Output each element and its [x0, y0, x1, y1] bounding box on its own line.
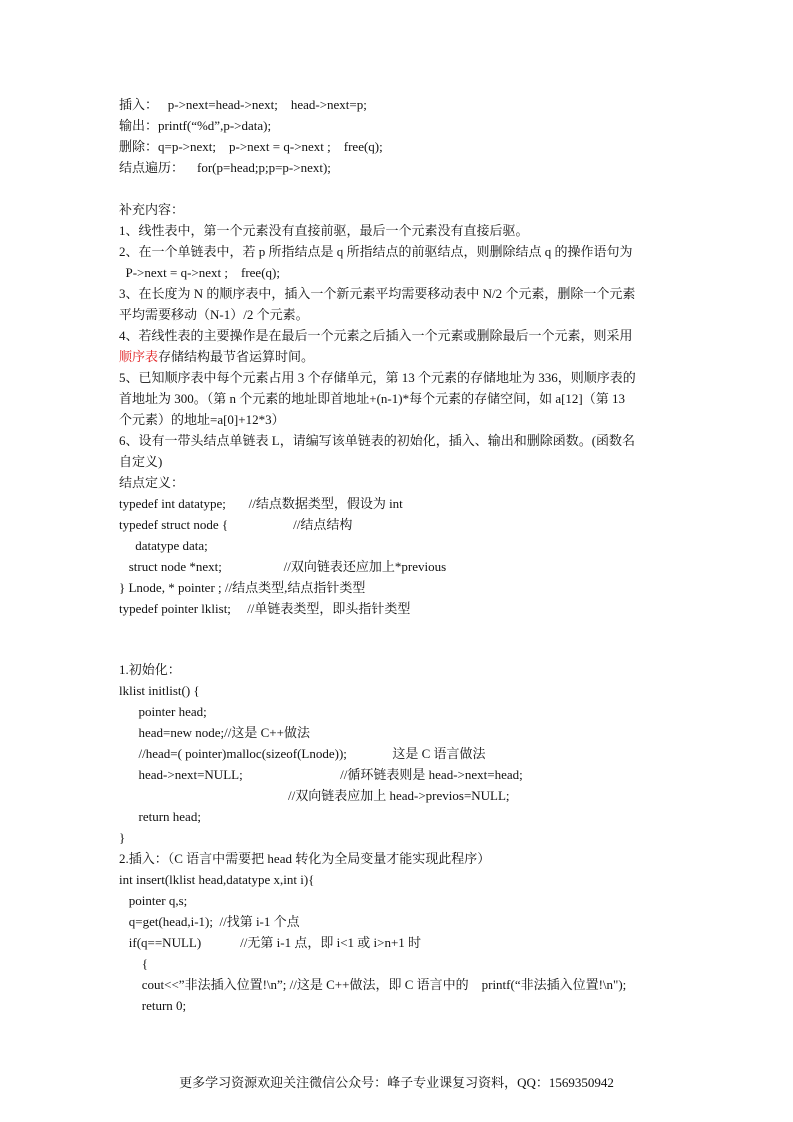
init-heading: 1.初始化： [119, 662, 181, 677]
definition-line-2: typedef struct node { //结点结构 [119, 517, 353, 532]
supplement-item-2-line-1: 2、在一个单链表中，若 p 所指结点是 q 所指结点的前驱结点，则删除结点 q 的操作语句为 [119, 244, 633, 259]
page-footer: 更多学习资源欢迎关注微信公众号：峰子专业课复习资料，QQ：1569350942 [179, 1075, 614, 1090]
insert-fn-line-1: int insert(lklist head,datatype x,int i){ [119, 872, 315, 887]
definition-line-1: typedef int datatype; //结点数据类型，假设为 int [119, 496, 403, 511]
supplement-item-3-line-2: 平均需要移动（N-1）/2 个元素。 [119, 307, 309, 322]
insert-fn-line-6: cout<<”非法插入位置!\n”; //这是 C++做法，即 C 语言中的 printf(“非法插入位置!\n"); [119, 977, 627, 992]
insert-fn-heading: 2.插入：（C 语言中需要把 head 转化为全局变量才能实现此程序） [119, 851, 491, 866]
highlighted-term: 顺序表 [119, 349, 159, 364]
definition-line-3: datatype data; [119, 538, 208, 553]
supplement-item-5-line-1: 5、已知顺序表中每个元素占用 3 个存储单元，第 13 个元素的存储地址为 336，则顺序表的 [119, 370, 636, 385]
insert-fn-line-4: if(q==NULL) //无第 i-1 点，即 i<1 或 i>n+1 时 [119, 935, 422, 950]
insert-fn-line-5: { [119, 956, 148, 971]
definition-heading: 结点定义： [119, 475, 185, 490]
definition-line-4: struct node *next; //双向链表还应加上*previous [119, 559, 447, 574]
insert-fn-line-7: return 0; [119, 998, 187, 1013]
definition-line-5: } Lnode, * pointer ; //结点类型,结点指针类型 [119, 580, 366, 595]
insert-fn-line-2: pointer q,s; [119, 893, 188, 908]
supplement-item-6-line-2: 自定义) [119, 454, 163, 469]
insert-fn-line-3: q=get(head,i-1); //找第 i-1 个点 [119, 914, 300, 929]
init-line-4: //head=( pointer)malloc(sizeof(Lnode)); 这是 C 语言做法 [119, 746, 486, 761]
supplement-item-5-line-3: 个元素）的地址=a[0]+12*3） [119, 412, 285, 427]
init-line-2: pointer head; [119, 704, 207, 719]
supplement-item-2-line-2: P->next = q->next ; free(q); [119, 265, 280, 280]
supplement-item-5-line-2: 首地址为 300。（第 n 个元素的地址即首地址+(n-1)*每个元素的存储空间，如 a[12]（第 13 [119, 391, 625, 406]
supplement-item-4-line-2 [119, 347, 314, 367]
definition-line-6: typedef pointer lklist; //单链表类型，即头指针类型 [119, 601, 411, 616]
supplement-item-3-line-1: 3、在长度为 N 的顺序表中，插入一个新元素平均需要移动表中 N/2 个元素，删除一个元素 [119, 286, 636, 301]
supplement-item-1: 1、线性表中，第一个元素没有直接前驱，最后一个元素没有直接后驱。 [119, 223, 529, 238]
delete-op-line: 删除：q=p->next; p->next = q->next ; free(q); [119, 139, 383, 154]
supplement-item-6-line-1: 6、设有一带头结点单链表 L，请编写该单链表的初始化，插入、输出和删除函数。(函数名 [119, 433, 636, 448]
insert-op-line: 插入： p->next=head->next; head->next=p; [119, 97, 367, 112]
init-line-5: head->next=NULL; //循环链表则是 head->next=head; [119, 767, 523, 782]
supplement-heading: 补充内容： [119, 202, 185, 217]
init-line-1: lklist initlist() { [119, 683, 200, 698]
init-line-3: head=new node;//这是 C++做法 [119, 725, 310, 740]
traverse-op-line: 结点遍历： for(p=head;p;p=p->next); [119, 160, 331, 175]
init-line-7: return head; [119, 809, 201, 824]
supplement-item-4-rest: 存储结构最节省运算时间。 [158, 349, 315, 364]
supplement-item-4-line-1: 4、若线性表的主要操作是在最后一个元素之后插入一个元素或删除最后一个元素，则采用 [119, 328, 633, 343]
init-line-8: } [119, 830, 126, 845]
init-line-6: //双向链表应加上 head->previos=NULL; [119, 788, 510, 803]
output-op-line: 输出：printf(“%d”,p->data); [119, 118, 272, 133]
